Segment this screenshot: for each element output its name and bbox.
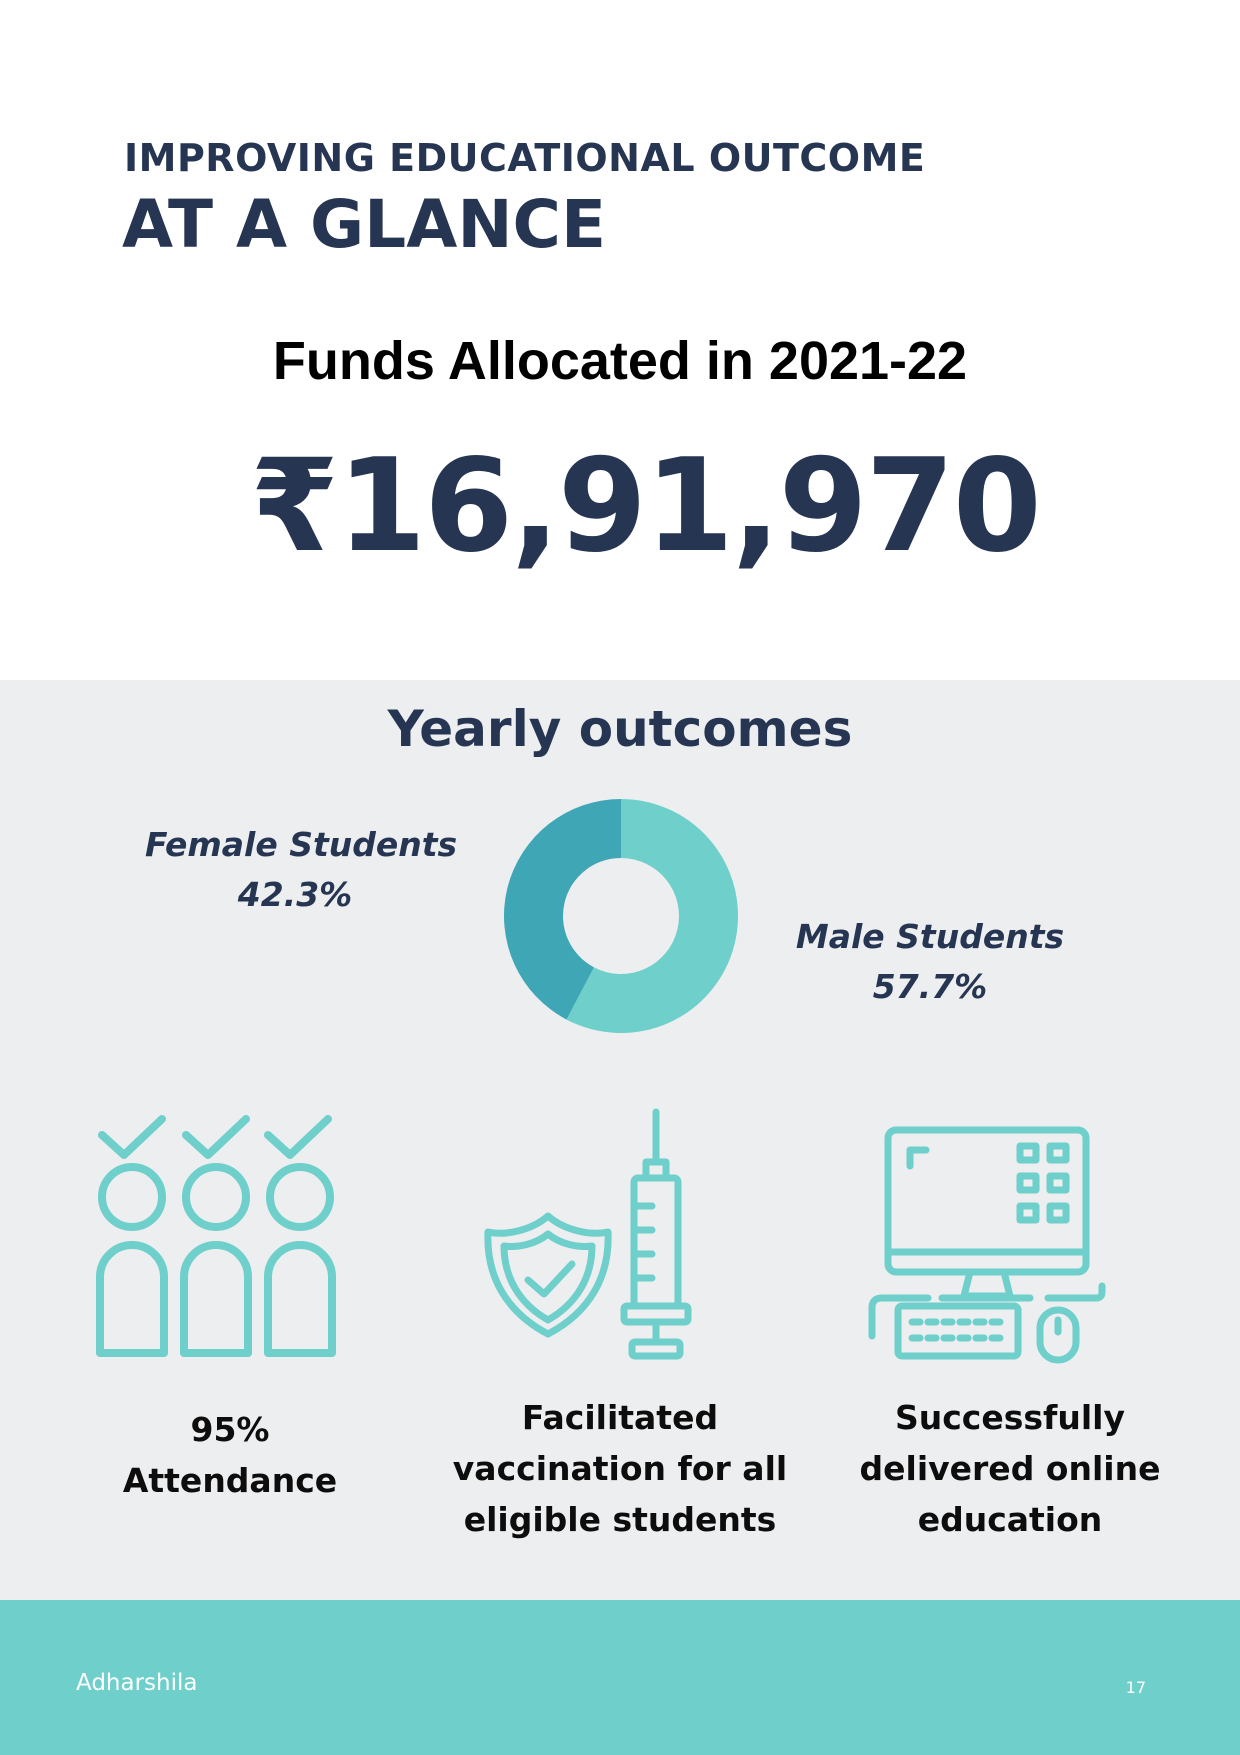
outcomes-panel [0, 680, 1240, 1600]
female-students-text: Female Students [145, 825, 458, 864]
male-students-text: Male Students [795, 917, 1065, 956]
shield-syringe-icon [482, 1108, 696, 1364]
attendance-pct: 95% [190, 1410, 270, 1449]
top-section [0, 0, 1240, 680]
page-number: 17 [1125, 1678, 1146, 1697]
page-title: AT A GLANCE [122, 186, 607, 263]
section-kicker: IMPROVING EDUCATIONAL OUTCOME [124, 136, 926, 180]
male-students-pct: 57.7% [872, 967, 988, 1006]
vaccination-caption: Facilitated vaccination for all eligible students [452, 1398, 788, 1539]
outcomes-title: Yearly outcomes [387, 700, 853, 758]
computer-icon [868, 1126, 1106, 1366]
brand-name: Adharshila [76, 1670, 198, 1696]
attendance-label: Attendance [122, 1461, 338, 1500]
funds-value: ₹16,91,970 [250, 432, 1040, 581]
footer [0, 1600, 1240, 1755]
online-education-caption: Successfully delivered online education [859, 1398, 1161, 1539]
attendance-people-icon [96, 1105, 342, 1361]
female-students-pct: 42.3% [237, 875, 353, 914]
attendance-caption [80, 1404, 380, 1506]
funds-label: Funds Allocated in 2021-22 [272, 331, 968, 391]
